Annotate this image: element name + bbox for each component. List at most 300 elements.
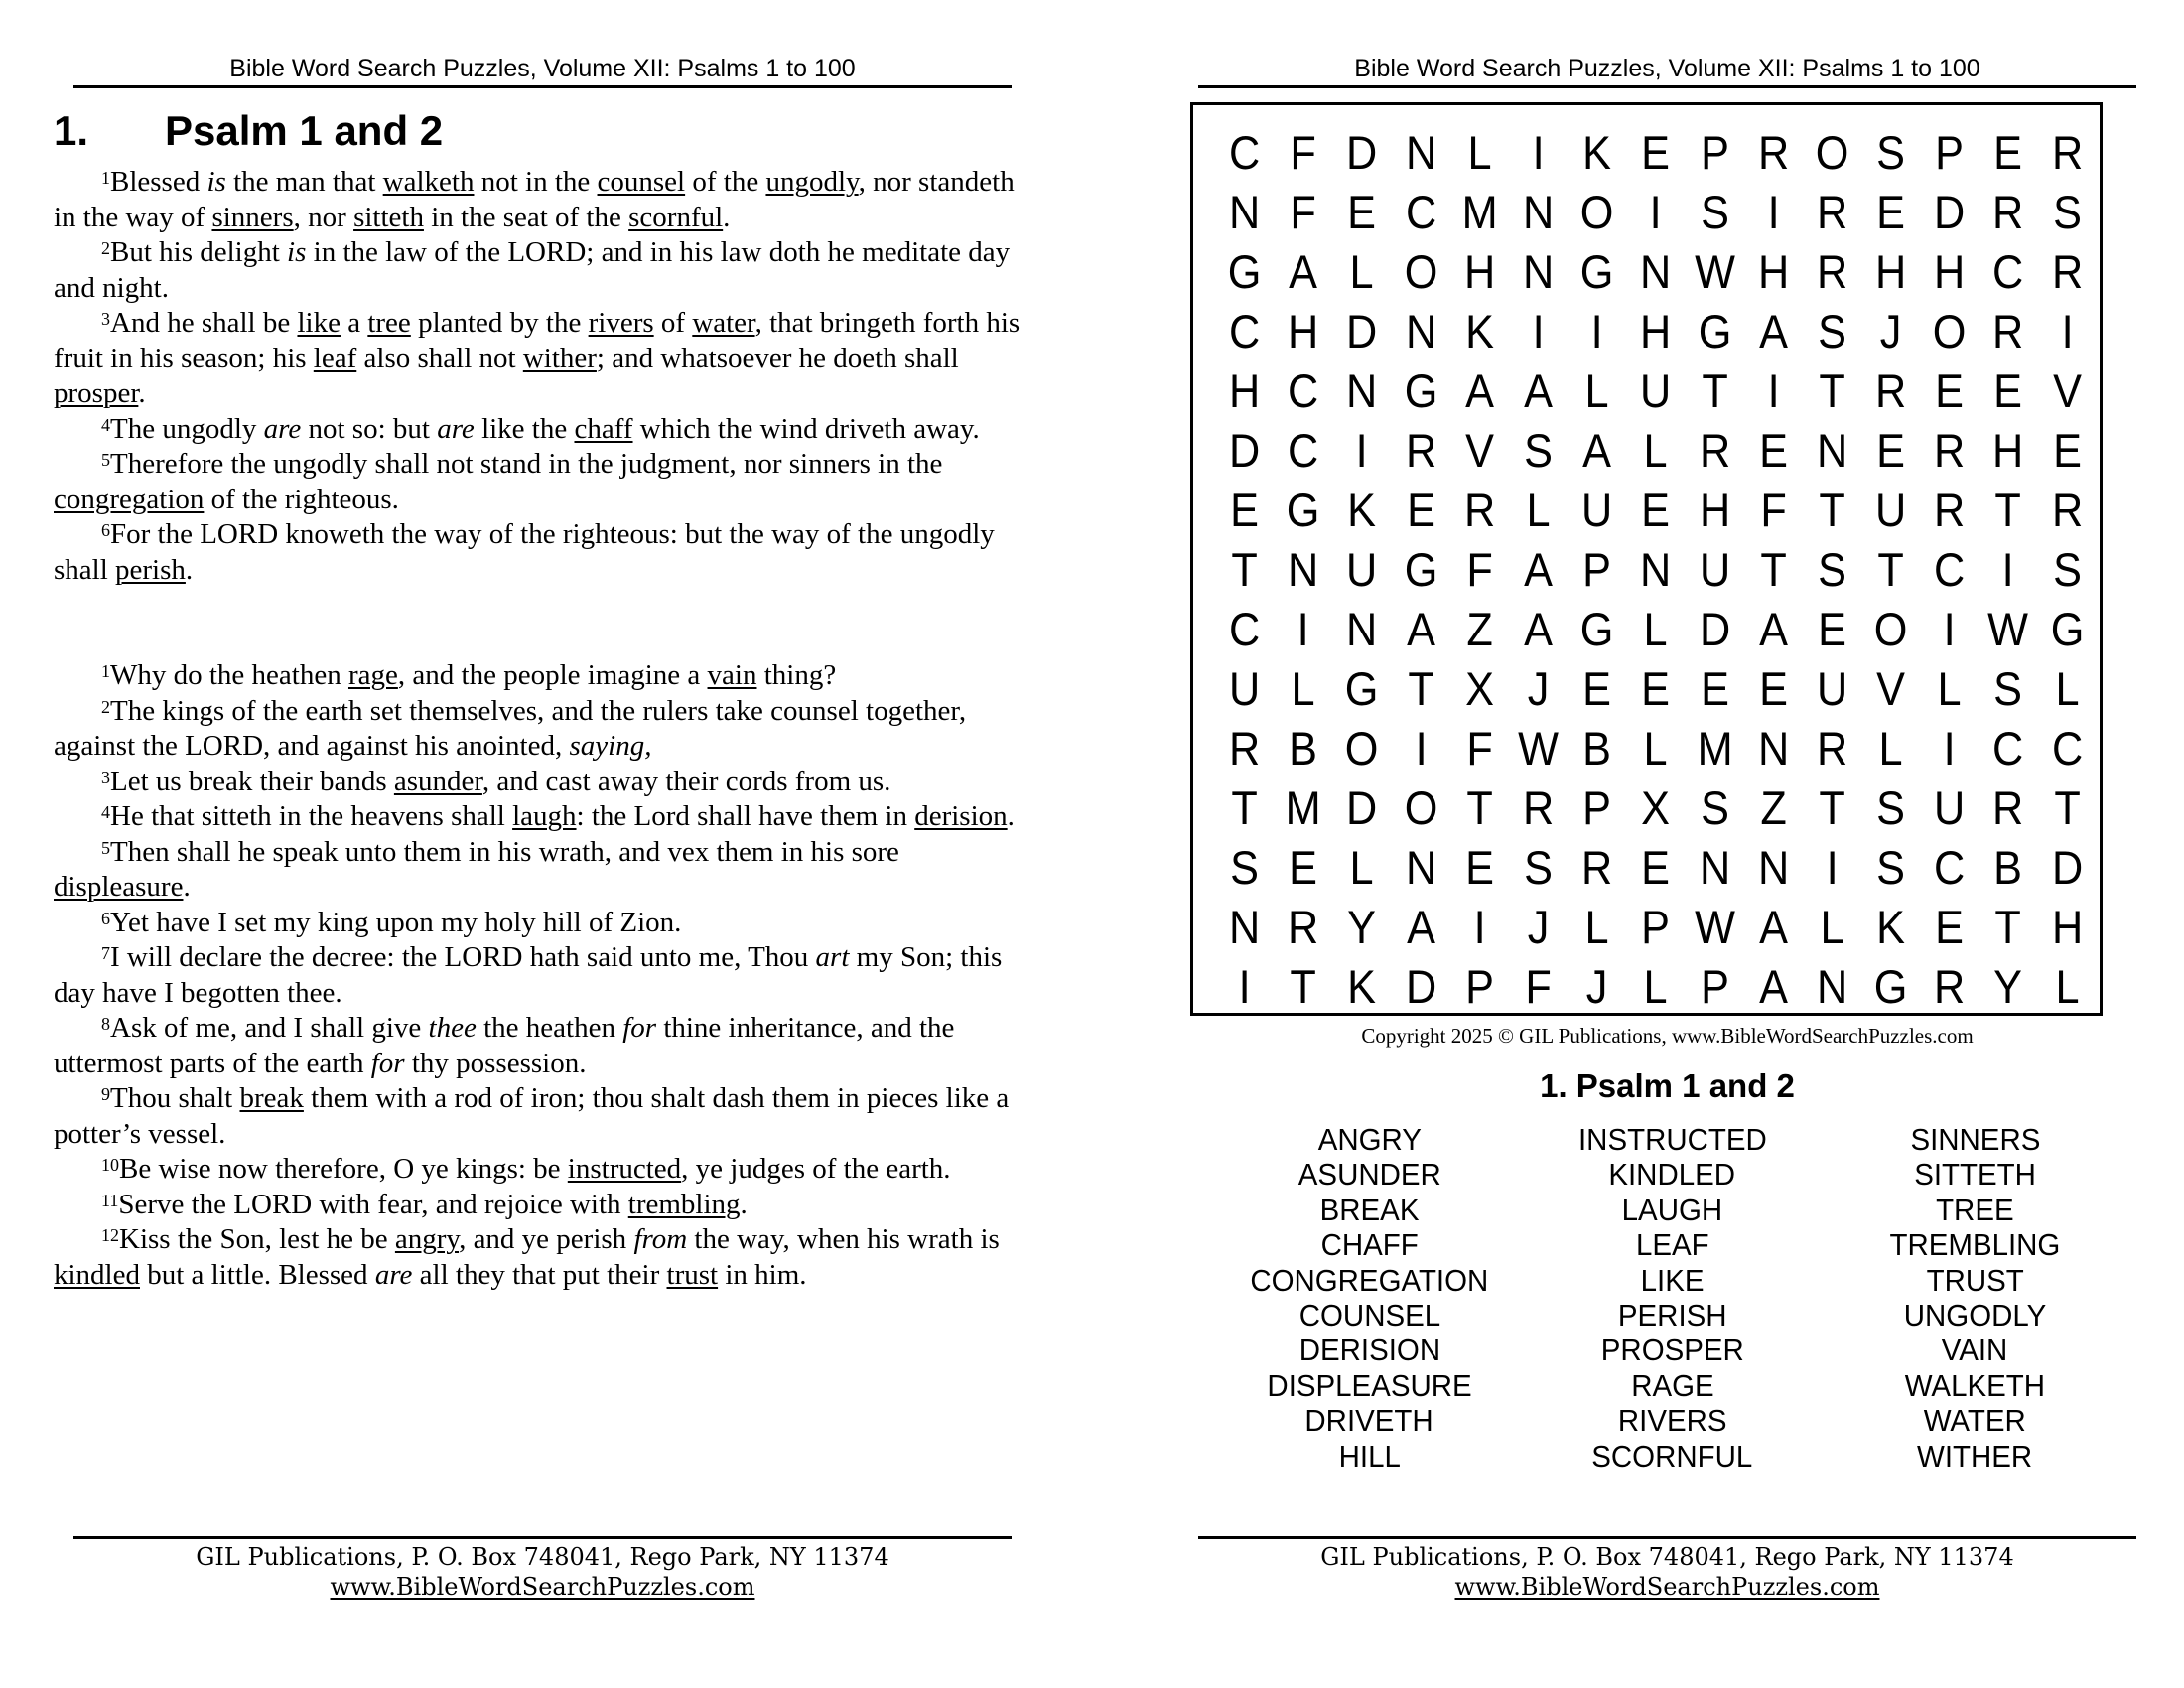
grid-letter[interactable]: F xyxy=(1760,484,1787,536)
grid-letter[interactable]: P xyxy=(1582,781,1612,834)
verse xyxy=(54,1222,1036,1293)
grid-letter[interactable]: T xyxy=(1231,781,1258,834)
grid-letter[interactable]: E xyxy=(1993,126,2023,179)
grid-letter[interactable]: P xyxy=(1935,126,1965,179)
search-word-highlight: perish xyxy=(115,553,186,586)
grid-letter[interactable]: T xyxy=(1231,543,1258,596)
grid-letter[interactable]: W xyxy=(1694,245,1735,298)
grid-letter[interactable]: W xyxy=(1987,603,2029,655)
grid-letter[interactable]: L xyxy=(1643,960,1668,1013)
grid-letter[interactable]: I xyxy=(1767,186,1780,238)
grid-letter[interactable]: N xyxy=(1405,305,1436,357)
grid-letter[interactable]: Y xyxy=(1993,960,2023,1013)
grid-letter[interactable]: S xyxy=(1993,662,2023,715)
grid-letter[interactable]: R xyxy=(1699,424,1730,477)
grid-letter[interactable]: A xyxy=(1524,364,1553,417)
grid-letter[interactable]: S xyxy=(1876,841,1906,894)
grid-letter[interactable]: T xyxy=(1701,364,1728,417)
grid-letter[interactable]: V xyxy=(1876,662,1906,715)
grid-letter[interactable]: D xyxy=(1346,126,1378,179)
website-link[interactable]: www.BibleWordSearchPuzzles.com xyxy=(330,1573,755,1601)
grid-letter[interactable]: A xyxy=(1758,603,1788,655)
grid-letter[interactable]: K xyxy=(1347,484,1377,536)
grid-letter[interactable]: F xyxy=(1525,960,1552,1013)
grid-letter[interactable]: G xyxy=(1404,543,1437,596)
grid-letter[interactable]: K xyxy=(1464,305,1494,357)
grid-letter[interactable]: T xyxy=(1994,901,2022,953)
grid-letter[interactable]: R xyxy=(1934,424,1966,477)
grid-letter[interactable]: C xyxy=(1228,305,1261,357)
grid-letter[interactable]: K xyxy=(1347,960,1377,1013)
grid-letter[interactable]: L xyxy=(1584,364,1609,417)
grid-letter[interactable]: I xyxy=(1532,305,1545,357)
word-list-item: TRUST xyxy=(1926,1262,2024,1298)
grid-letter[interactable]: R xyxy=(1934,484,1966,536)
grid-letter[interactable]: O xyxy=(1404,245,1437,298)
grid-letter[interactable]: D xyxy=(1346,305,1378,357)
grid-letter[interactable]: A xyxy=(1524,543,1553,596)
grid-letter[interactable]: G xyxy=(1579,245,1614,298)
running-head: Bible Word Search Puzzles, Volume XII: Psalms 1 to 100 xyxy=(1354,55,1980,82)
grid-letter[interactable]: R xyxy=(1816,722,1848,774)
grid-letter[interactable]: G xyxy=(1227,245,1262,298)
grid-letter[interactable]: P xyxy=(1700,126,1729,179)
grid-letter[interactable]: H xyxy=(1463,245,1495,298)
verse-text: the man that xyxy=(225,166,383,198)
grid-letter[interactable]: C xyxy=(1288,424,1319,477)
word-list-item: LEAF xyxy=(1635,1227,1709,1263)
grid-letter[interactable]: B xyxy=(1289,722,1318,774)
grid-letter[interactable]: S xyxy=(1818,543,1846,596)
grid-letter[interactable]: H xyxy=(2051,901,2083,953)
grid-letter[interactable]: P xyxy=(1641,901,1671,953)
word-list-item: ASUNDER xyxy=(1297,1157,1441,1193)
grid-letter[interactable]: C xyxy=(2051,722,2083,774)
grid-letter[interactable]: L xyxy=(1584,901,1609,953)
grid-letter[interactable]: X xyxy=(1464,662,1494,715)
grid-letter[interactable]: R xyxy=(2051,484,2083,536)
search-word-highlight: ungodly xyxy=(765,166,859,198)
grid-letter[interactable]: L xyxy=(1291,662,1315,715)
grid-letter[interactable]: E xyxy=(1935,901,1965,953)
grid-letter[interactable]: P xyxy=(1700,960,1729,1013)
search-word-highlight: water xyxy=(692,307,755,339)
grid-letter[interactable]: D xyxy=(1699,603,1730,655)
grid-letter[interactable]: E xyxy=(1289,841,1318,894)
grid-letter[interactable]: N xyxy=(1405,126,1436,179)
grid-letter[interactable]: J xyxy=(1879,305,1902,357)
grid-letter[interactable]: H xyxy=(1875,245,1907,298)
grid-letter[interactable]: G xyxy=(1873,960,1908,1013)
grid-letter[interactable]: S xyxy=(1524,424,1553,477)
grid-letter[interactable]: S xyxy=(1700,186,1729,238)
grid-letter[interactable]: S xyxy=(1524,841,1553,894)
search-word-highlight: displeasure xyxy=(54,871,184,903)
grid-letter[interactable]: E xyxy=(1230,484,1260,536)
grid-letter[interactable]: R xyxy=(1757,126,1789,179)
grid-letter[interactable]: E xyxy=(1876,186,1906,238)
grid-letter[interactable]: I xyxy=(1532,126,1545,179)
verse-text: not in the xyxy=(474,166,598,198)
search-word-highlight: rage xyxy=(347,659,398,691)
grid-letter[interactable]: U xyxy=(1875,484,1907,536)
grid-letter[interactable]: D xyxy=(1405,960,1436,1013)
grid-letter[interactable]: F xyxy=(1290,186,1316,238)
grid-letter[interactable]: B xyxy=(1993,841,2023,894)
search-word-highlight: prosper xyxy=(54,377,139,409)
grid-letter[interactable]: H xyxy=(1640,305,1672,357)
verse-text: But his delight xyxy=(110,236,288,268)
grid-letter[interactable]: A xyxy=(1406,603,1435,655)
verse-text: them with a rod of iron; thou shalt dash them in pieces like a potter’s vessel. xyxy=(54,1082,1010,1150)
grid-letter[interactable]: U xyxy=(1640,364,1672,417)
grid-letter[interactable]: E xyxy=(1818,603,1846,655)
search-word-highlight: sinners xyxy=(211,201,294,233)
grid-letter[interactable]: N xyxy=(1816,960,1848,1013)
grid-letter[interactable]: I xyxy=(1297,603,1309,655)
grid-letter[interactable]: H xyxy=(1934,245,1966,298)
grid-letter[interactable]: O xyxy=(1579,186,1614,238)
grid-letter[interactable]: L xyxy=(1467,126,1492,179)
grid-letter[interactable]: W xyxy=(1694,901,1735,953)
grid-letter[interactable]: L xyxy=(2055,960,2080,1013)
grid-letter[interactable]: L xyxy=(1349,245,1374,298)
search-word-highlight: wither xyxy=(522,342,597,374)
grid-letter[interactable]: N xyxy=(1405,841,1436,894)
grid-letter[interactable]: E xyxy=(2052,424,2082,477)
grid-letter[interactable]: L xyxy=(1643,722,1668,774)
grid-letter[interactable]: O xyxy=(1873,603,1908,655)
word-column xyxy=(1824,1122,2126,1474)
grid-letter[interactable]: R xyxy=(1463,484,1495,536)
grid-letter[interactable]: A xyxy=(1758,901,1788,953)
grid-letter[interactable]: S xyxy=(2052,186,2082,238)
grid-letter[interactable]: T xyxy=(1877,543,1904,596)
grid-letter[interactable]: J xyxy=(1585,960,1608,1013)
grid-letter[interactable]: G xyxy=(2050,603,2085,655)
grid-letter[interactable]: S xyxy=(1876,781,1906,834)
grid-letter[interactable]: I xyxy=(1767,364,1780,417)
grid-letter[interactable]: L xyxy=(1878,722,1903,774)
search-word-highlight: asunder xyxy=(393,765,482,797)
verse xyxy=(54,447,1036,517)
grid-letter[interactable]: R xyxy=(1405,424,1436,477)
search-word-highlight: chaff xyxy=(574,412,633,445)
verse xyxy=(54,940,1036,1011)
grid-letter[interactable]: S xyxy=(1230,841,1260,894)
grid-letter[interactable]: U xyxy=(1934,781,1966,834)
verse xyxy=(54,765,1036,800)
grid-letter[interactable]: N xyxy=(1757,841,1789,894)
verse-number: 5 xyxy=(101,450,110,470)
grid-letter[interactable]: I xyxy=(1473,901,1486,953)
grid-letter[interactable]: R xyxy=(1288,901,1319,953)
scripture-text xyxy=(54,165,1036,1293)
word-list-item: VAIN xyxy=(1942,1333,2008,1368)
verse xyxy=(54,835,1036,906)
grid-letter[interactable]: E xyxy=(1935,364,1965,417)
footer-rule xyxy=(1198,1536,2136,1539)
grid-letter[interactable]: T xyxy=(1819,364,1845,417)
grid-letter[interactable]: U xyxy=(1346,543,1378,596)
grid-letter[interactable]: T xyxy=(1819,484,1845,536)
grid-letter[interactable]: L xyxy=(1643,424,1668,477)
grid-letter[interactable]: U xyxy=(1228,662,1261,715)
verse-number: 5 xyxy=(101,837,110,858)
grid-letter[interactable]: G xyxy=(1345,662,1379,715)
verse-number: 9 xyxy=(101,1084,110,1104)
grid-letter[interactable]: M xyxy=(1697,722,1733,774)
grid-letter[interactable]: F xyxy=(1466,543,1493,596)
verse-text: the heathen xyxy=(476,1012,623,1044)
verse-text: He that sitteth in the heavens shall xyxy=(110,800,513,832)
grid-letter[interactable]: O xyxy=(1345,722,1379,774)
grid-letter[interactable]: D xyxy=(1228,424,1261,477)
grid-letter[interactable]: D xyxy=(1934,186,1966,238)
grid-letter[interactable]: R xyxy=(1992,781,2024,834)
verse-text: thine inheritance, and the uttermost parts of the earth xyxy=(54,1012,955,1079)
grid-letter[interactable]: U xyxy=(1816,662,1848,715)
verse xyxy=(54,799,1036,835)
grid-letter[interactable]: E xyxy=(1758,424,1788,477)
grid-letter[interactable]: T xyxy=(1760,543,1787,596)
grid-letter[interactable]: R xyxy=(1992,186,2024,238)
grid-letter[interactable]: H xyxy=(1288,305,1319,357)
grid-letter[interactable]: C xyxy=(1992,245,2024,298)
grid-letter[interactable]: G xyxy=(1286,484,1320,536)
grid-letter[interactable]: O xyxy=(1404,781,1437,834)
verse-text: , and ye perish xyxy=(459,1223,634,1255)
grid-letter[interactable]: B xyxy=(1582,722,1612,774)
grid-letter[interactable]: R xyxy=(1934,960,1966,1013)
grid-letter[interactable]: H xyxy=(1228,364,1261,417)
grid-letter[interactable]: E xyxy=(1700,662,1729,715)
verse-text: . xyxy=(1007,800,1015,832)
grid-letter[interactable]: F xyxy=(1290,126,1316,179)
word-list-item: TREMBLING xyxy=(1889,1227,2061,1263)
grid-letter[interactable]: A xyxy=(1758,305,1788,357)
search-word-highlight: trembling xyxy=(627,1188,741,1220)
grid-letter[interactable]: S xyxy=(1876,126,1906,179)
grid-letter[interactable]: G xyxy=(1579,603,1614,655)
grid-letter[interactable]: R xyxy=(2051,126,2083,179)
search-word-highlight: rivers xyxy=(588,307,654,339)
grid-letter[interactable]: A xyxy=(1582,424,1612,477)
grid-letter[interactable]: I xyxy=(1943,603,1956,655)
grid-letter[interactable]: E xyxy=(1464,841,1494,894)
grid-letter[interactable]: E xyxy=(1993,364,2023,417)
grid-letter[interactable]: I xyxy=(1355,424,1368,477)
grid-letter[interactable]: T xyxy=(1290,960,1316,1013)
grid-letter[interactable]: L xyxy=(1937,662,1962,715)
grid-letter[interactable]: T xyxy=(1407,662,1434,715)
verse-text: thing? xyxy=(756,659,837,691)
verse-text: , and the people imagine a xyxy=(397,659,708,691)
grid-letter[interactable]: S xyxy=(2052,543,2082,596)
grid-letter[interactable]: N xyxy=(1228,901,1261,953)
grid-letter[interactable]: A xyxy=(1406,901,1435,953)
grid-letter[interactable]: G xyxy=(1698,305,1731,357)
grid-letter[interactable]: R xyxy=(1522,781,1555,834)
word-list-item: WITHER xyxy=(1917,1438,2033,1474)
grid-letter[interactable]: A xyxy=(1464,364,1494,417)
grid-letter[interactable]: R xyxy=(1875,364,1907,417)
grid-letter[interactable]: I xyxy=(1649,186,1662,238)
grid-letter[interactable]: G xyxy=(1404,364,1437,417)
grid-letter[interactable]: E xyxy=(1582,662,1612,715)
grid-letter[interactable]: A xyxy=(1758,960,1788,1013)
grid-letter[interactable]: S xyxy=(1818,305,1846,357)
grid-letter[interactable]: I xyxy=(1826,841,1839,894)
grid-letter[interactable]: E xyxy=(1406,484,1435,536)
verse xyxy=(54,1081,1036,1152)
grid-letter[interactable]: E xyxy=(1876,424,1906,477)
search-word-highlight: counsel xyxy=(597,166,686,198)
grid-letter[interactable]: J xyxy=(1527,662,1550,715)
verse-text: my Son; this day have I begotten thee. xyxy=(54,941,1003,1009)
grid-letter[interactable]: E xyxy=(1641,484,1671,536)
italic-text: for xyxy=(622,1012,657,1044)
grid-letter[interactable]: D xyxy=(2051,841,2083,894)
grid-letter[interactable]: C xyxy=(1228,603,1261,655)
grid-letter[interactable]: N xyxy=(1522,186,1555,238)
grid-letter[interactable]: C xyxy=(1934,543,1966,596)
grid-letter[interactable]: Z xyxy=(1760,781,1787,834)
grid-letter[interactable]: N xyxy=(1757,722,1789,774)
grid-letter[interactable]: R xyxy=(1581,841,1613,894)
page-footer xyxy=(1198,1542,2136,1602)
grid-letter[interactable]: I xyxy=(1415,722,1428,774)
grid-letter[interactable]: N xyxy=(1288,543,1319,596)
grid-letter[interactable]: N xyxy=(1346,603,1378,655)
grid-letter[interactable]: V xyxy=(1464,424,1494,477)
grid-letter[interactable]: E xyxy=(1641,841,1671,894)
grid-letter[interactable]: X xyxy=(1641,781,1671,834)
grid-letter[interactable]: O xyxy=(1933,305,1967,357)
verse xyxy=(54,694,1036,765)
grid-letter[interactable]: N xyxy=(1699,841,1730,894)
publisher-address: GIL Publications, P. O. Box 748041, Rego Park, NY 11374 xyxy=(196,1543,889,1571)
grid-letter[interactable]: T xyxy=(1819,781,1845,834)
search-word-highlight: laugh xyxy=(512,800,577,832)
grid-letter[interactable]: H xyxy=(1699,484,1730,536)
word-list-item: SITTETH xyxy=(1914,1157,2036,1193)
grid-letter[interactable]: O xyxy=(1815,126,1849,179)
grid-letter[interactable]: I xyxy=(2061,305,2074,357)
word-search-grid xyxy=(1215,123,2097,1017)
grid-letter[interactable]: A xyxy=(1289,245,1318,298)
grid-letter[interactable]: L xyxy=(2055,662,2080,715)
grid-letter[interactable]: K xyxy=(1876,901,1906,953)
grid-letter[interactable]: L xyxy=(1820,901,1844,953)
grid-letter[interactable]: C xyxy=(1228,126,1261,179)
word-search-grid-box xyxy=(1190,102,2103,1016)
grid-letter[interactable]: C xyxy=(1405,186,1436,238)
grid-letter[interactable]: N xyxy=(1640,245,1672,298)
grid-letter[interactable]: C xyxy=(1934,841,1966,894)
grid-letter[interactable]: P xyxy=(1582,543,1612,596)
grid-letter[interactable]: Z xyxy=(1466,603,1493,655)
grid-letter[interactable]: I xyxy=(2002,543,2015,596)
grid-letter[interactable]: M xyxy=(1285,781,1321,834)
grid-letter[interactable]: H xyxy=(1992,424,2024,477)
grid-letter[interactable]: E xyxy=(1347,186,1377,238)
grid-letter[interactable]: K xyxy=(1582,126,1612,179)
italic-text: thee xyxy=(428,1012,477,1044)
grid-letter[interactable]: W xyxy=(1518,722,1559,774)
grid-letter[interactable]: A xyxy=(1524,603,1553,655)
grid-letter[interactable]: J xyxy=(1527,901,1550,953)
verse-text: in the seat of the xyxy=(423,201,629,233)
grid-letter[interactable]: P xyxy=(1464,960,1494,1013)
grid-letter[interactable]: L xyxy=(1349,841,1374,894)
verse-number: 12 xyxy=(101,1225,119,1245)
verse-text: , and cast away their cords from us. xyxy=(481,765,891,797)
grid-letter[interactable]: C xyxy=(1288,364,1319,417)
grid-letter[interactable]: R xyxy=(1816,245,1848,298)
grid-letter[interactable]: T xyxy=(1994,484,2022,536)
grid-letter[interactable]: N xyxy=(1640,543,1672,596)
grid-letter[interactable]: V xyxy=(2052,364,2082,417)
grid-letter[interactable]: R xyxy=(2051,245,2083,298)
verse xyxy=(54,306,1036,412)
grid-letter[interactable]: N xyxy=(1346,364,1378,417)
grid-letter[interactable]: I xyxy=(1238,960,1251,1013)
grid-letter[interactable]: T xyxy=(2054,781,2081,834)
italic-text: are xyxy=(437,412,475,445)
search-word-highlight: leaf xyxy=(313,342,357,374)
grid-letter[interactable]: E xyxy=(1641,126,1671,179)
word-list-item: LAUGH xyxy=(1621,1192,1723,1227)
grid-letter[interactable]: R xyxy=(1816,186,1848,238)
grid-letter[interactable]: C xyxy=(1992,722,2024,774)
grid-letter[interactable]: T xyxy=(1466,781,1493,834)
verse-number: 1 xyxy=(101,661,110,681)
grid-letter[interactable]: R xyxy=(1992,305,2024,357)
search-word-highlight: sitteth xyxy=(353,201,424,233)
grid-letter[interactable]: U xyxy=(1581,484,1613,536)
verse-text: of the righteous. xyxy=(204,483,399,515)
verse xyxy=(54,412,1036,448)
word-list-item: RIVERS xyxy=(1617,1403,1727,1439)
grid-letter[interactable]: Y xyxy=(1347,901,1377,953)
word-list-item: DERISION xyxy=(1298,1333,1440,1368)
grid-letter[interactable]: M xyxy=(1461,186,1498,238)
grid-letter[interactable]: E xyxy=(1641,662,1671,715)
verse-text: also shall not xyxy=(356,342,523,374)
grid-letter[interactable]: U xyxy=(1699,543,1730,596)
grid-letter[interactable]: I xyxy=(1590,305,1603,357)
grid-letter[interactable]: N xyxy=(1228,186,1261,238)
grid-letter[interactable]: I xyxy=(1943,722,1956,774)
website-link[interactable]: www.BibleWordSearchPuzzles.com xyxy=(1454,1573,1880,1601)
grid-letter[interactable]: L xyxy=(1526,484,1551,536)
grid-letter[interactable]: N xyxy=(1522,245,1555,298)
verse-text: . xyxy=(183,871,191,903)
word-list-item: CONGREGATION xyxy=(1250,1262,1489,1298)
grid-letter[interactable]: R xyxy=(1228,722,1261,774)
grid-letter[interactable]: H xyxy=(1757,245,1789,298)
grid-letter[interactable]: E xyxy=(1758,662,1788,715)
grid-letter[interactable]: F xyxy=(1466,722,1493,774)
grid-letter[interactable]: L xyxy=(1643,603,1668,655)
verse-text: I will declare the decree: the LORD hath said unto me, Thou xyxy=(110,941,816,973)
grid-letter[interactable]: N xyxy=(1816,424,1848,477)
word-list-item: ANGRY xyxy=(1317,1122,1422,1157)
verse-text: Let us break their bands xyxy=(110,765,394,797)
grid-letter[interactable]: D xyxy=(1346,781,1378,834)
grid-letter[interactable]: S xyxy=(1700,781,1729,834)
